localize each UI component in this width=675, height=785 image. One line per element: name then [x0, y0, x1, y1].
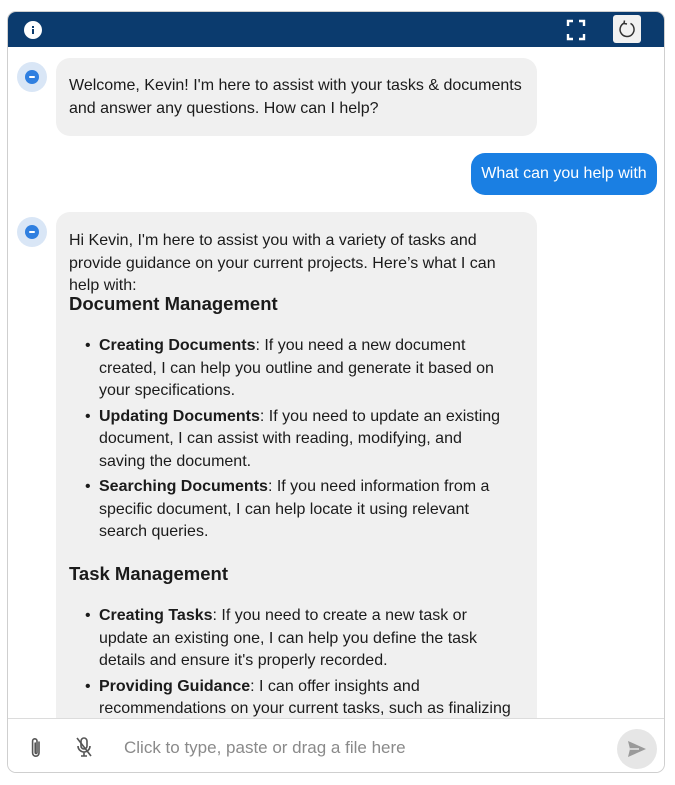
- bot-avatar: [17, 62, 47, 92]
- welcome-text: Welcome, Kevin! I'm here to assist with your tasks & documents and answer any questions. How can I help?: [69, 77, 522, 117]
- bot-message-welcome: [56, 58, 537, 136]
- paperclip-icon[interactable]: [28, 736, 44, 760]
- chat-header: [8, 12, 664, 47]
- list-item: • Providing Guidance: I can offer insights and recommendations on your current tasks, such as finalizing: [69, 676, 511, 719]
- section-list: [69, 605, 511, 718]
- refresh-button[interactable]: [613, 15, 641, 43]
- section-heading: Task Management: [69, 563, 229, 584]
- message-input[interactable]: [122, 733, 606, 763]
- user-message-text: What can you help with: [481, 165, 647, 182]
- mic-off-icon[interactable]: [74, 736, 94, 758]
- reply-intro: Hi Kevin, I'm here to assist you with a variety of tasks and provide guidance on your current projects. Here’s what I can help with:: [69, 232, 496, 294]
- user-message: [471, 153, 657, 195]
- list-item: • Creating Tasks: If you need to create a new task or update an existing one, I can help you define the task details and ensure it's properly recorded.: [69, 605, 511, 673]
- refresh-icon: [618, 20, 636, 38]
- bot-avatar: [17, 217, 47, 247]
- chat-window: [7, 11, 665, 773]
- list-item: • Creating Documents: If you need a new document created, I can help you outline and generate it based on your specifications.: [69, 335, 511, 403]
- info-button[interactable]: [24, 21, 42, 39]
- bot-icon: [28, 228, 36, 236]
- section-list: [69, 335, 511, 547]
- list-item: • Searching Documents: If you need information from a specific document, I can help locate it using relevant search queries.: [69, 476, 511, 544]
- expand-icon[interactable]: [566, 19, 586, 41]
- send-button[interactable]: [617, 729, 657, 769]
- list-item: • Updating Documents: If you need to update an existing document, I can assist with reading, modifying, and saving the document.: [69, 406, 511, 474]
- bot-message-reply: [56, 212, 537, 718]
- info-icon: [27, 24, 39, 36]
- send-icon: [627, 740, 647, 758]
- message-list[interactable]: [8, 47, 664, 718]
- bot-icon: [28, 73, 36, 81]
- section-heading: Document Management: [69, 293, 278, 314]
- composer: [8, 718, 664, 773]
